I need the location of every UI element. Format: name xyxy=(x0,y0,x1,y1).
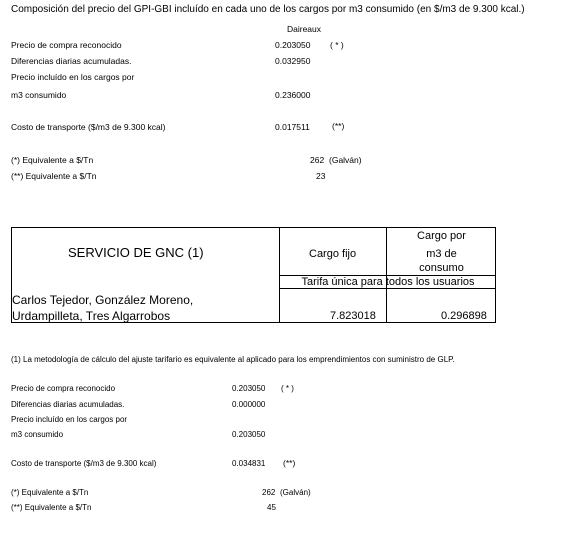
footnote: (1) La metodología de cálculo del ajuste tarifario es equivalente al aplicado para los emprendimientos con suministro de GLP. xyxy=(11,355,455,364)
s1-label-diferencias: Diferencias diarias acumuladas. xyxy=(11,56,132,66)
service-header: SERVICIO DE GNC (1) xyxy=(68,245,204,260)
s2-equiv-1-note: (Galván) xyxy=(280,488,311,497)
cargo-fijo-header: Cargo fijo xyxy=(309,248,357,260)
cargo-m3-header-line1: Cargo por xyxy=(417,230,466,242)
s2-label-m3-consumido: m3 consumido xyxy=(11,430,64,439)
row-label-line2: Urdampilleta, Tres Algarrobos xyxy=(12,309,171,323)
s1-equiv-2-value: 23 xyxy=(316,171,326,181)
s2-value-m3-consumido: 0.203050 xyxy=(232,430,266,439)
cargo-m3-header-line3: consumo xyxy=(419,262,464,274)
s1-value-diferencias: 0.032950 xyxy=(275,56,311,66)
s2-label-costo-transporte: Costo de transporte ($/m3 de 9.300 kcal) xyxy=(11,459,157,468)
s2-equiv-2-label: (**) Equivalente a $/Tn xyxy=(11,503,92,512)
s1-equiv-2-label: (**) Equivalente a $/Tn xyxy=(11,171,97,181)
s1-equiv-1-note: (Galván) xyxy=(329,155,362,165)
s2-label-diferencias: Diferencias diarias acumuladas. xyxy=(11,400,125,409)
s1-label-m3-consumido: m3 consumido xyxy=(11,90,67,100)
s1-equiv-1-value: 262 xyxy=(310,155,325,165)
s2-equiv-1-value: 262 xyxy=(262,488,276,497)
s1-value-m3-consumido: 0.236000 xyxy=(275,90,311,100)
s1-note-costo-transporte: (**) xyxy=(332,121,345,131)
s1-label-costo-transporte: Costo de transporte ($/m3 de 9.300 kcal) xyxy=(11,122,166,132)
cargo-m3-value: 0.296898 xyxy=(441,310,487,322)
cargo-m3-header-line2: m3 de xyxy=(426,248,457,260)
s2-value-precio-compra: 0.203050 xyxy=(232,384,266,393)
s1-value-costo-transporte: 0.017511 xyxy=(275,122,310,132)
s1-equiv-1-label: (*) Equivalente a $/Tn xyxy=(11,155,94,165)
s2-equiv-2-value: 45 xyxy=(267,503,276,512)
s2-value-costo-transporte: 0.034831 xyxy=(232,459,266,468)
s2-value-diferencias: 0.000000 xyxy=(232,400,266,409)
s2-note-costo-transporte: (**) xyxy=(283,458,296,468)
s1-label-precio-incluido: Precio incluído en los cargos por xyxy=(11,72,135,82)
s2-note-precio-compra: ( * ) xyxy=(281,384,294,393)
s2-label-precio-compra: Precio de compra reconocido xyxy=(11,384,116,393)
s1-note-precio-compra: ( * ) xyxy=(330,40,344,50)
s2-equiv-1-label: (*) Equivalente a $/Tn xyxy=(11,488,89,497)
row-label-line1: Carlos Tejedor, González Moreno, xyxy=(12,293,194,307)
column-header-daireaux: Daireaux xyxy=(287,24,322,34)
table-hline-2 xyxy=(279,288,496,289)
tarifa-unica-label: Tarifa única para todos los usuarios xyxy=(301,276,475,288)
s1-label-precio-compra: Precio de compra reconocido xyxy=(11,40,122,50)
cargo-fijo-value: 7.823018 xyxy=(330,310,376,322)
s1-value-precio-compra: 0.203050 xyxy=(275,40,311,50)
section1-title: Composición del precio del GPI-GBI incluído en cada uno de los cargos por m3 consumido (en $/m3 de 9.300 kcal.) xyxy=(11,4,525,15)
s2-label-precio-incluido: Precio incluído en los cargos por xyxy=(11,415,128,424)
